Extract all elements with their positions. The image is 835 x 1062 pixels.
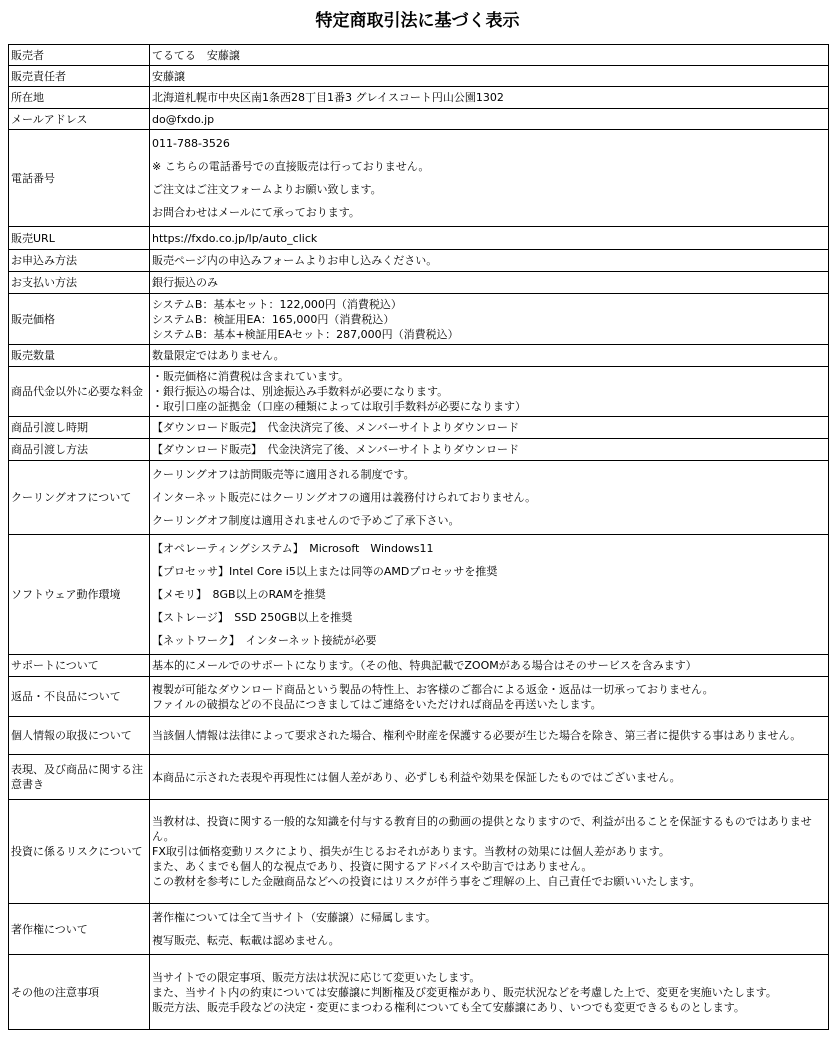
- row-value: [150, 130, 829, 227]
- row-value-line: ※ こちらの電話番号での直接販売は行っておりません。: [152, 160, 430, 173]
- row-label: 販売URL: [9, 227, 150, 250]
- row-value-line: 当教材は、投資に関する一般的な知識を付与する教育目的の動画の提供となりますので、利益が出ることを保証するものではありません。: [152, 815, 812, 843]
- row-value-line: 安藤譲: [152, 69, 185, 83]
- row-value-line: 【ネットワーク】 インターネット接続が必要: [152, 634, 377, 647]
- table-row: [9, 461, 829, 535]
- row-label: 販売価格: [9, 294, 150, 345]
- row-value-line: 北海道札幌市中央区南1条西28丁目1番3 グレイスコート円山公園1302: [152, 91, 504, 104]
- row-label: サポートについて: [9, 655, 150, 677]
- row-value-line: 複写販売、転売、転載は認めません。: [152, 934, 340, 947]
- row-value: [150, 677, 829, 717]
- row-value: [150, 461, 829, 535]
- row-value-line: ・取引口座の証拠金（口座の種類によっては取引手数料が必要になります）: [152, 400, 526, 413]
- row-label: 商品引渡し方法: [9, 439, 150, 461]
- row-value-line: 当サイトでの限定事項、販売方法は状況に応じて変更いたします。: [152, 970, 481, 984]
- row-value: [150, 272, 829, 294]
- table-row: [9, 717, 829, 755]
- table-row: [9, 904, 829, 955]
- row-value-line: 著作権については全て当サイト（安藤譲）に帰属します。: [152, 911, 437, 924]
- row-value: [150, 345, 829, 367]
- row-value-line: 011-788-3526: [152, 137, 230, 150]
- row-value-line: do@fxdo.jp: [152, 112, 215, 126]
- table-row: [9, 66, 829, 87]
- row-value: [150, 439, 829, 461]
- row-value-line: https://fxdo.co.jp/lp/auto_click: [152, 231, 318, 245]
- row-label: 商品引渡し時期: [9, 417, 150, 439]
- row-value: [150, 800, 829, 904]
- row-value-line: 数量限定ではありません。: [152, 349, 285, 362]
- row-value-line: クーリングオフ制度は適用されませんので予めご了承下さい。: [152, 514, 460, 527]
- table-row: [9, 250, 829, 272]
- row-label: お申込み方法: [9, 250, 150, 272]
- table-row: [9, 272, 829, 294]
- row-value: [150, 955, 829, 1030]
- table-row: [9, 755, 829, 800]
- row-label: 個人情報の取扱について: [9, 717, 150, 755]
- table-row: [9, 955, 829, 1030]
- row-value-line: 基本的にメールでのサポートになります。（その他、特典記載でZOOMがある場合はそのサービスを含みます）: [152, 659, 697, 672]
- row-value-line: 【ダウンロード販売】 代金決済完了後、メンバーサイトよりダウンロード: [152, 443, 519, 456]
- row-value: [150, 755, 829, 800]
- row-value: [150, 717, 829, 755]
- row-value: [150, 109, 829, 130]
- row-label: 所在地: [9, 87, 150, 109]
- row-value-line: ・販売価格に消費税は含まれています。: [152, 370, 350, 383]
- row-label: ソフトウェア動作環境: [9, 535, 150, 655]
- row-label: 販売責任者: [9, 66, 150, 87]
- table-row: [9, 417, 829, 439]
- table-row: [9, 130, 829, 227]
- row-value-line: システムB：検証用EA：165,000円（消費税込）: [152, 312, 395, 326]
- row-value-line: 【メモリ】 8GB以上のRAMを推奨: [152, 588, 326, 601]
- row-value-line: ご注文はご注文フォームよりお願い致します。: [152, 183, 382, 196]
- row-label: 著作権について: [9, 904, 150, 955]
- row-value-line: 銀行振込のみ: [152, 276, 218, 289]
- row-value-line: システムB：基本セット：122,000円（消費税込）: [152, 297, 402, 311]
- row-value-line: ファイルの破損などの不良品につきましてはご連絡をいただければ商品を再送いたします。: [152, 697, 602, 711]
- row-value: [150, 227, 829, 250]
- row-label: お支払い方法: [9, 272, 150, 294]
- row-value-line: システムB：基本+検証用EAセット：287,000円（消費税込）: [152, 327, 459, 341]
- row-value-line: 【ストレージ】 SSD 250GB以上を推奨: [152, 611, 353, 624]
- row-value-line: お問合わせはメールにて承っております。: [152, 206, 360, 219]
- table-row: [9, 45, 829, 66]
- row-label: 表現、及び商品に関する注意書き: [9, 755, 150, 800]
- table-row: [9, 677, 829, 717]
- row-value: [150, 294, 829, 345]
- row-value-line: 当該個人情報は法律によって要求された場合、権利や財産を保護する必要が生じた場合を除き、第三者に提供する事はありません。: [152, 729, 802, 742]
- row-value-line: 複製が可能なダウンロード商品という製品の特性上、お客様のご都合による返金・返品は一切承っておりません。: [152, 682, 714, 696]
- table-row: [9, 345, 829, 367]
- row-value: [150, 904, 829, 955]
- row-value: [150, 417, 829, 439]
- row-value-line: クーリングオフは訪問販売等に適用される制度です。: [152, 468, 415, 481]
- row-label: その他の注意事項: [9, 955, 150, 1030]
- table-row: [9, 655, 829, 677]
- table-row: [9, 800, 829, 904]
- row-label: 投資に係るリスクについて: [9, 800, 150, 904]
- page-title: 特定商取引法に基づく表示: [315, 11, 520, 31]
- row-value: [150, 535, 829, 655]
- table-row: [9, 227, 829, 250]
- row-value: [150, 45, 829, 66]
- row-label: 販売者: [9, 45, 150, 66]
- row-label: 返品・不良品について: [9, 677, 150, 717]
- row-value: [150, 655, 829, 677]
- row-value-line: この教材を参考にした金融商品などへの投資にはリスクが伴う事をご理解の上、自己責任でお願いいたします。: [152, 875, 701, 888]
- row-label: 商品代金以外に必要な料金: [9, 367, 150, 417]
- row-value-line: 本商品に示された表現や再現性には個人差があり、必ずしも利益や効果を保証したものではございません。: [152, 770, 681, 784]
- row-value-line: 【ダウンロード販売】 代金決済完了後、メンバーサイトよりダウンロード: [152, 421, 519, 434]
- row-value: [150, 66, 829, 87]
- row-value: [150, 87, 829, 109]
- row-label: 販売数量: [9, 345, 150, 367]
- row-value-line: 販売方法、販売手段などの決定・変更にまつわる権利についても全て安藤譲にあり、いつでも変更できるものとします。: [152, 1000, 745, 1014]
- disclosure-table: [8, 44, 829, 1030]
- row-value-line: また、当サイト内の約束については安藤譲に判断権及び変更権があり、販売状況などを考慮した上で、変更を実施いたします。: [152, 985, 777, 999]
- table-row: [9, 535, 829, 655]
- row-value-line: 【オペレーティングシステム】 Microsoft Windows11: [152, 542, 434, 555]
- table-row: [9, 109, 829, 130]
- row-value: [150, 367, 829, 417]
- table-row: [9, 87, 829, 109]
- row-label: メールアドレス: [9, 109, 150, 130]
- row-label: 電話番号: [9, 130, 150, 227]
- row-value-line: 【プロセッサ】Intel Core i5以上または同等のAMDプロセッサを推奨: [152, 565, 498, 578]
- table-row: [9, 367, 829, 417]
- row-value-line: また、あくまでも個人的な視点であり、投資に関するアドバイスや助言ではありません。: [152, 860, 593, 873]
- row-value-line: 販売ページ内の申込みフォームよりお申し込みください。: [152, 254, 438, 267]
- row-value-line: てるてる 安藤譲: [152, 48, 240, 62]
- row-value-line: FX取引は価格変動リスクにより、損失が生じるおそれがあります。当教材の効果には個人差があります。: [152, 845, 670, 858]
- row-value-line: ・銀行振込の場合は、別途振込み手数料が必要になります。: [152, 385, 449, 398]
- table-row: [9, 294, 829, 345]
- row-value: [150, 250, 829, 272]
- row-value-line: インターネット販売にはクーリングオフの適用は義務付けられておりません。: [152, 491, 537, 504]
- table-row: [9, 439, 829, 461]
- row-label: クーリングオフについて: [9, 461, 150, 535]
